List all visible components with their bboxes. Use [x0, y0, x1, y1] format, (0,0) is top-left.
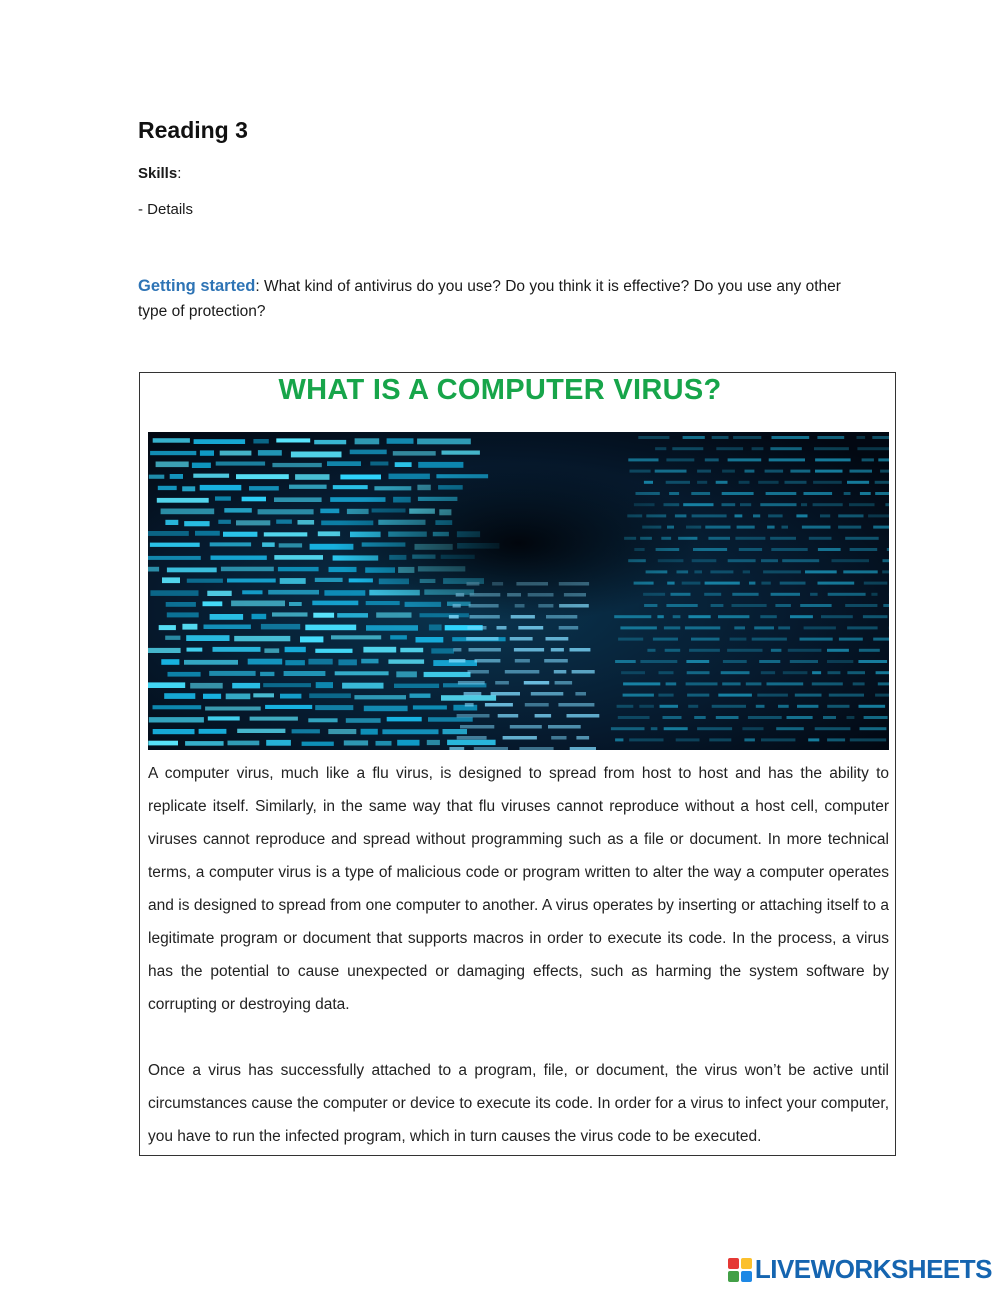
article-body: [148, 757, 889, 1186]
article-paragraph-2: Once a virus has successfully attached to a program, file, or document, the virus won’t be active until circumstances cause the computer or device to execute its code. In order for a virus to infect your computer, you have to run the infected program, which in turn causes the virus code to be executed.: [148, 1062, 889, 1145]
page-title: Reading 3: [138, 117, 248, 143]
article-title: WHAT IS A COMPUTER VIRUS?: [278, 374, 722, 406]
code-screen-illustration: [148, 432, 889, 750]
code-screen-image: [148, 432, 889, 750]
getting-started-question: : What kind of antivirus do you use? Do you think it is effective? Do you use any other type of protection?: [138, 278, 841, 320]
getting-started-label: Getting started: [138, 277, 256, 295]
brand-text: LIVEWORKSHEETS: [754, 1254, 992, 1284]
skills-colon: :: [177, 165, 182, 182]
skills-heading: [138, 165, 181, 182]
brand-blocks-icon: [728, 1258, 752, 1282]
getting-started: [138, 274, 858, 324]
skills-item: - Details: [138, 201, 194, 218]
skills-label: Skills: [138, 165, 178, 182]
liveworksheets-logo: [728, 1254, 992, 1285]
article-paragraph-1: A computer virus, much like a flu virus, is designed to spread from host to host and has the ability to replicate itself. Similarly, in the same way that flu viruses cannot reproduce without a host cell, computer viruses cannot reproduce and spread without programming such as a file or document. In more technical terms, a computer virus is a type of malicious code or program written to alter the way a computer operates and is designed to spread from one computer to another. A virus operates by inserting or attaching itself to a legitimate program or document that supports macros in order to execute its code. In the process, a virus has the potential to cause unexpected or damaging effects, such as harming the system software by corrupting or destroying data.: [148, 765, 889, 1013]
